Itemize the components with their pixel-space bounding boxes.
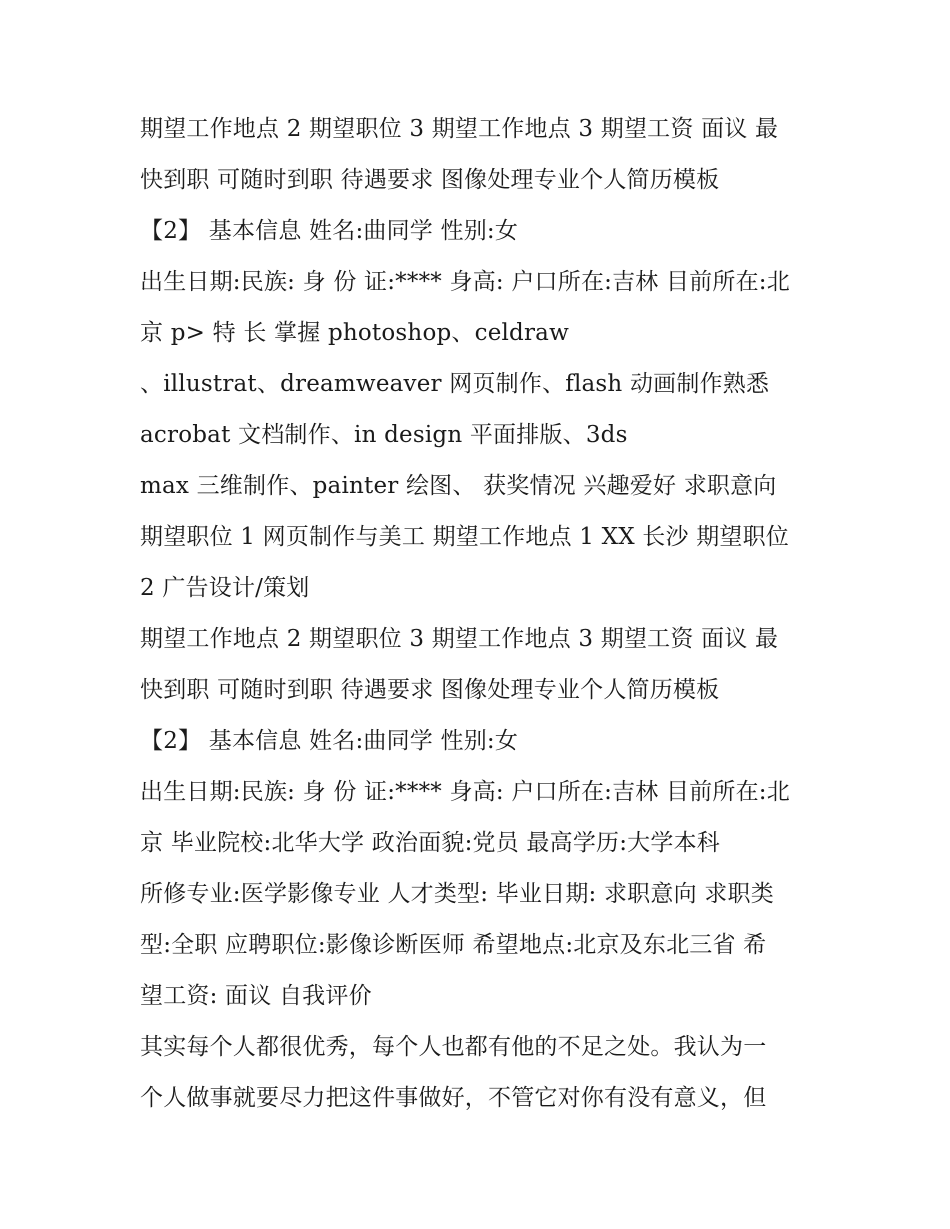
- text-line: 2 广告设计/策划: [140, 575, 310, 601]
- text-line: 所修专业:医学影像专业 人才类型: 毕业日期: 求职意向 求职类: [140, 881, 774, 907]
- text-line: 快到职 可随时到职 待遇要求 图像处理专业个人简历模板: [140, 677, 720, 703]
- text-line: 【2】 基本信息 姓名:曲同学 性别:女: [140, 728, 519, 754]
- text-line: 个人做事就要尽力把这件事做好，不管它对你有没有意义，但: [140, 1085, 767, 1111]
- text-line: 快到职 可随时到职 待遇要求 图像处理专业个人简历模板: [140, 167, 720, 193]
- text-line: 京 毕业院校:北华大学 政治面貌:党员 最高学历:大学本科: [140, 830, 720, 856]
- text-line: max 三维制作、painter 绘图、 获奖情况 兴趣爱好 求职意向: [140, 473, 777, 499]
- text-line: 其实每个人都很优秀，每个人也都有他的不足之处。我认为一: [140, 1034, 767, 1060]
- text-line: 期望工作地点 2 期望职位 3 期望工作地点 3 期望工资 面议 最: [140, 116, 779, 142]
- text-line: 出生日期:民族: 身 份 证:**** 身高: 户口所在:吉林 目前所在:北: [140, 269, 790, 295]
- text-line: 型:全职 应聘职位:影像诊断医师 希望地点:北京及东北三省 希: [140, 932, 767, 958]
- text-line: 望工资: 面议 自我评价: [140, 983, 372, 1009]
- document-text: [140, 104, 820, 1124]
- text-line: acrobat 文档制作、in design 平面排版、3ds: [140, 422, 628, 448]
- text-line: 、illustrat、dreamweaver 网页制作、flash 动画制作熟悉: [140, 371, 770, 397]
- text-line: 京 p> 特 长 掌握 photoshop、celdraw: [140, 320, 569, 346]
- text-line: 【2】 基本信息 姓名:曲同学 性别:女: [140, 218, 519, 244]
- text-line: 期望职位 1 网页制作与美工 期望工作地点 1 XX 长沙 期望职位: [140, 524, 789, 550]
- text-line: 期望工作地点 2 期望职位 3 期望工作地点 3 期望工资 面议 最: [140, 626, 779, 652]
- text-line: 出生日期:民族: 身 份 证:**** 身高: 户口所在:吉林 目前所在:北: [140, 779, 790, 805]
